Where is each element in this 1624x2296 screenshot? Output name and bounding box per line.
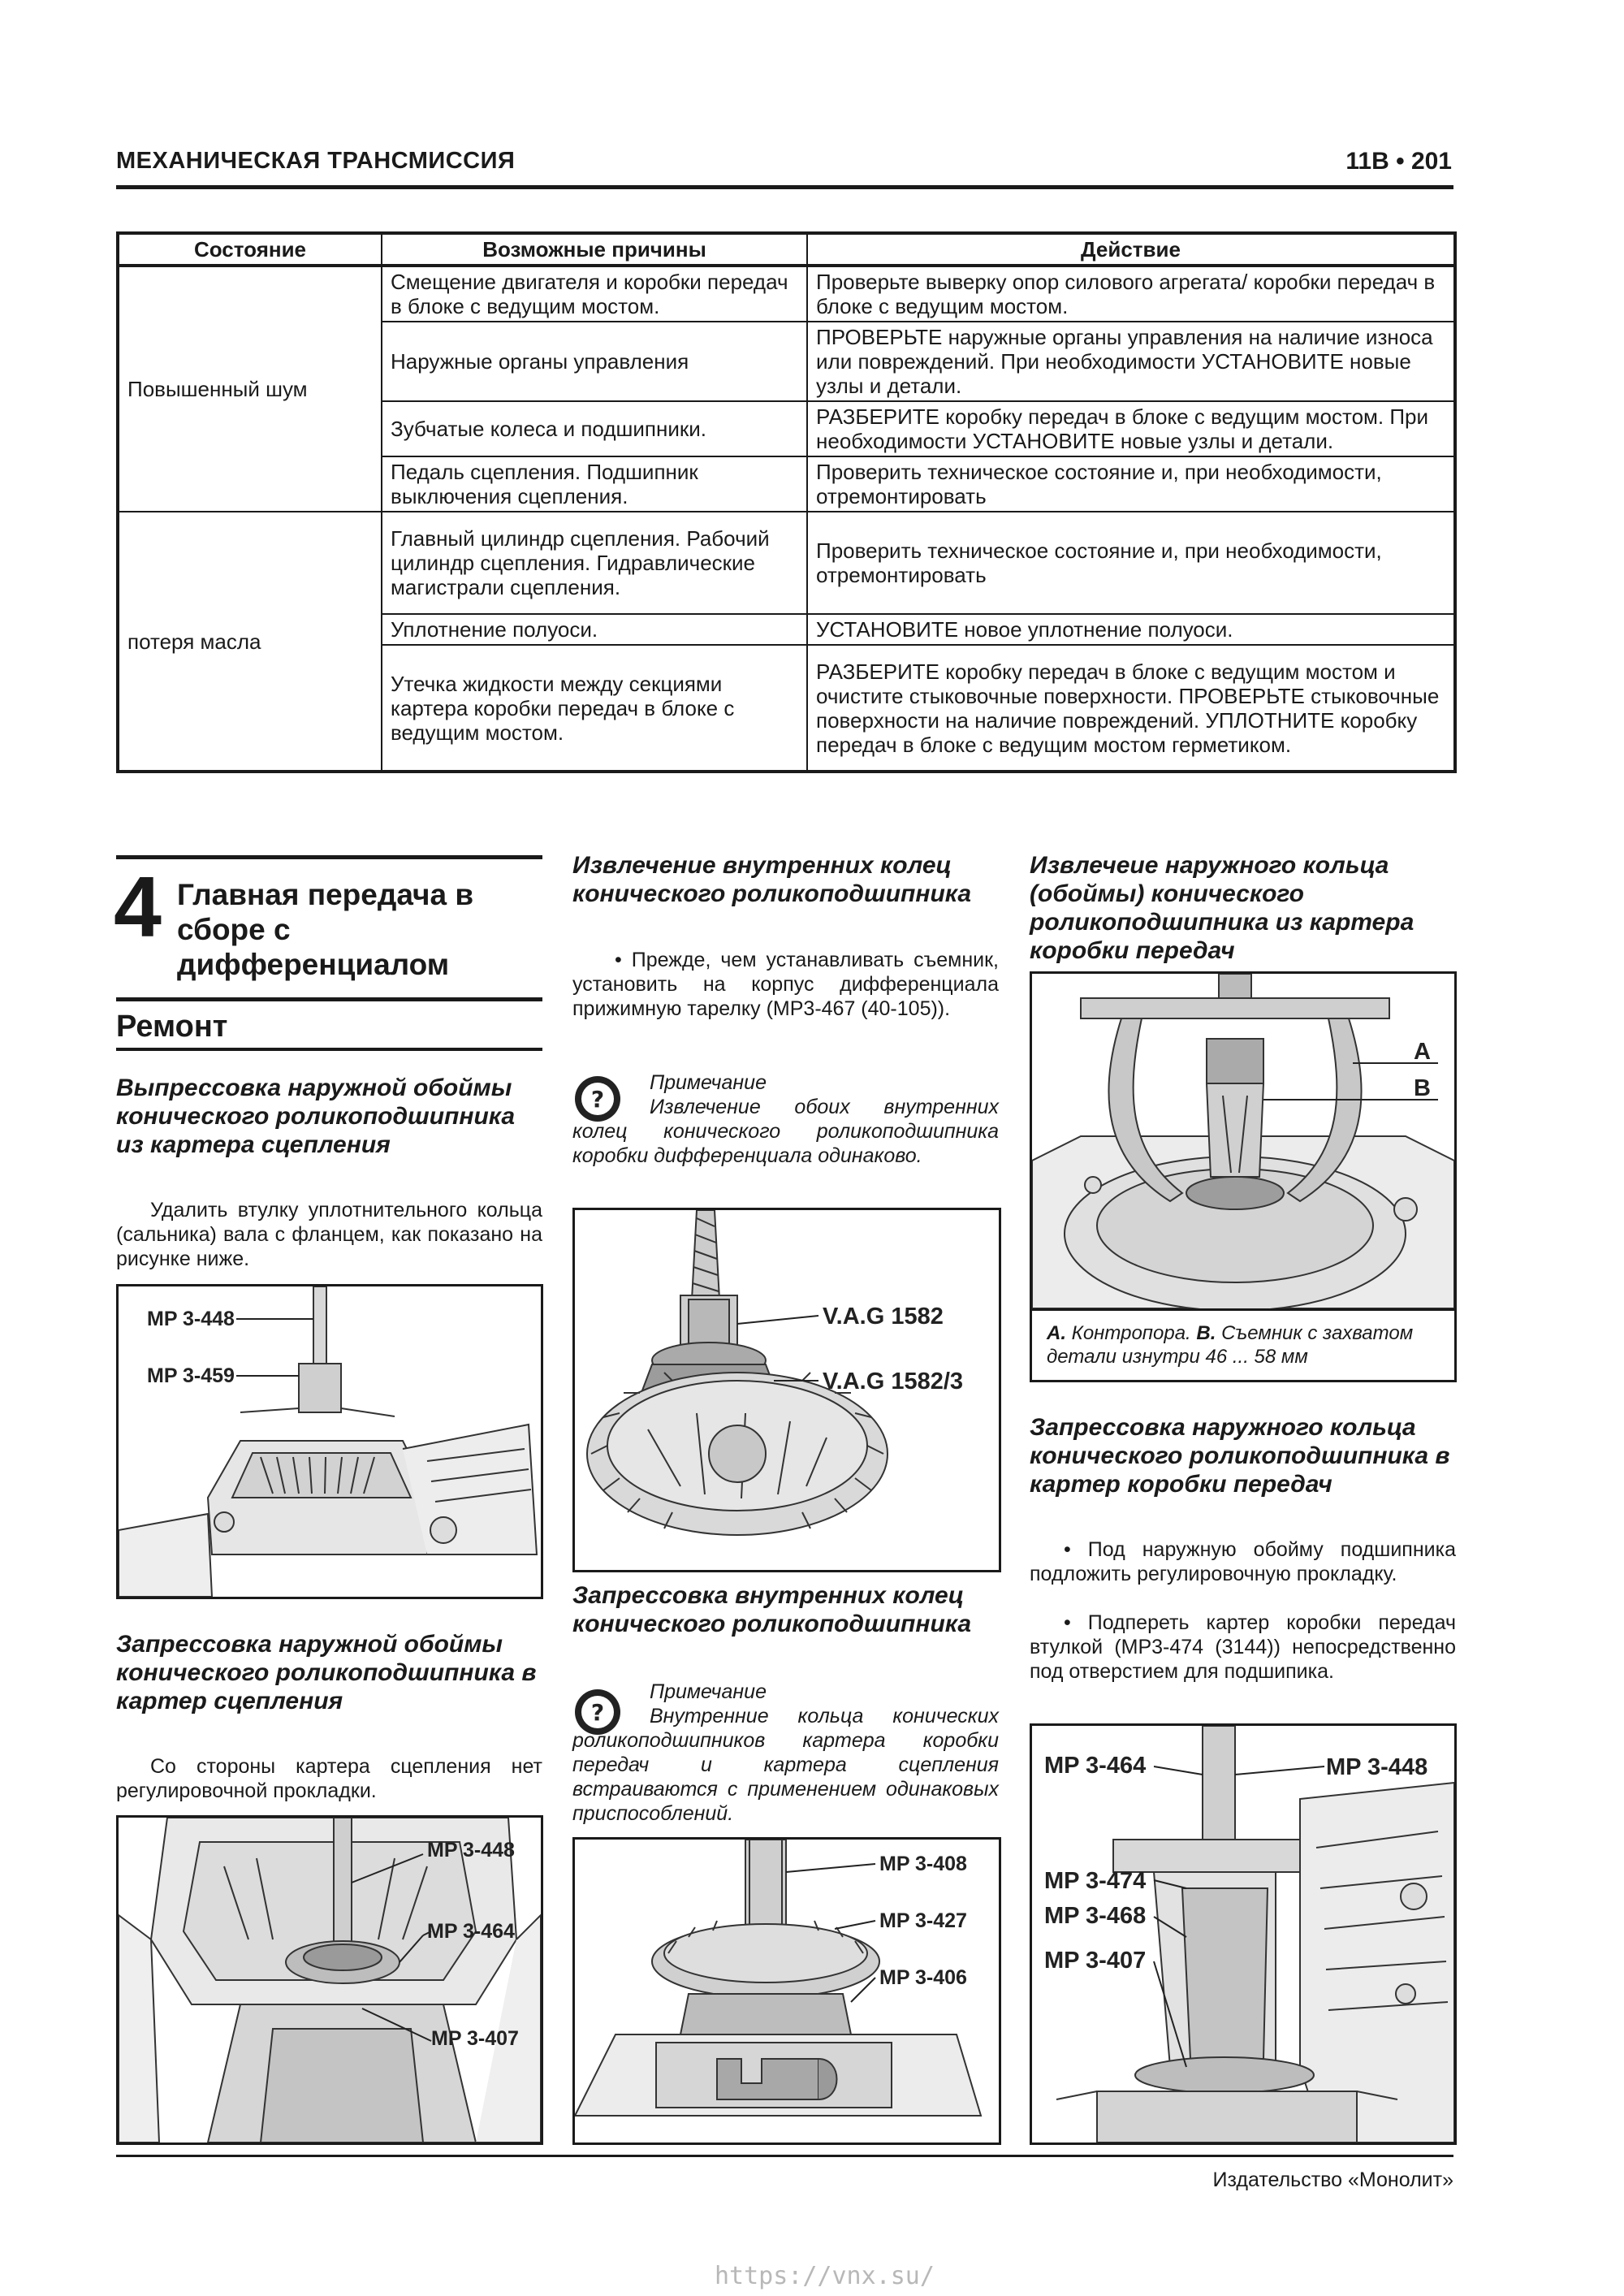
caption-key: В. bbox=[1196, 1322, 1216, 1344]
note-text: Внутренние кольца конических роликоподшипников картера коробки передач и картера сцепления встраиваются с применением одинаковых приспособлений. bbox=[572, 1705, 999, 1825]
figure-label: MP 3-407 bbox=[1044, 1948, 1147, 1974]
paragraph: Удалить втулку уплотнительного кольца (сальника) вала с фланцем, как показано на рисунке ниже. bbox=[116, 1199, 542, 1270]
footer-rule bbox=[116, 2155, 1453, 2157]
figure-caption bbox=[1047, 1321, 1445, 1369]
subsection-rule bbox=[116, 1048, 542, 1051]
heading-outer-race-removal-gearbox: Извлечеие наружного кольца (обоймы) конического роликоподшипника из картера коробки передач bbox=[1030, 852, 1415, 964]
figure-label: MP 3-448 bbox=[1326, 1754, 1428, 1780]
figure-label: MP 3-448 bbox=[147, 1308, 235, 1330]
section-rule bbox=[116, 997, 542, 1001]
section-rule bbox=[116, 855, 542, 859]
cause-cell: Главный цилиндр сцепления. Рабочий цилиндр сцепления. Гидравлические магистрали сцепления. bbox=[382, 512, 807, 614]
cause-cell: Смещение двигателя и коробки передач в блоке с ведущим мостом. bbox=[382, 266, 807, 322]
paragraph: • Подпереть картер коробки передач втулкой (МР3-474 (3144)) непосредственно под отверстием для подшипика. bbox=[1030, 1611, 1456, 1683]
figure-label: MP 3-459 bbox=[147, 1364, 235, 1387]
caption-text: Съемник с захватом детали изнутри 46 ... 58 мм bbox=[1047, 1322, 1414, 1368]
note-label: Примечание bbox=[650, 1680, 767, 1703]
figure-inner-race-removal bbox=[572, 1208, 1001, 1572]
table-header-row bbox=[118, 233, 1455, 266]
section-number: 4 bbox=[114, 859, 162, 955]
state-cell: потеря масла bbox=[118, 512, 382, 772]
svg-text:?: ? bbox=[590, 1086, 605, 1113]
action-cell: Проверьте выверку опор силового агрегата/ коробки передач в блоке с ведущим мостом. bbox=[807, 266, 1455, 322]
cause-cell: Утечка жидкости между секциями картера коробки передач в блоке с ведущим мостом. bbox=[382, 645, 807, 772]
action-cell: Проверить техническое состояние и, при необходимости, отремонтировать bbox=[807, 456, 1455, 512]
figure-label: V.A.G 1582 bbox=[823, 1304, 944, 1330]
column-header: Возможные причины bbox=[382, 233, 807, 266]
figure-inner-race-install bbox=[572, 1837, 1001, 2145]
paragraph: Со стороны картера сцепления нет регулировочной прокладки. bbox=[116, 1755, 542, 1802]
figure-label: B bbox=[1414, 1075, 1431, 1101]
caption-key: А. bbox=[1047, 1322, 1066, 1344]
heading-outer-race-removal-clutch: Выпрессовка наружной обоймы конического роликоподшипника из картера сцепления bbox=[116, 1074, 516, 1158]
heading-outer-race-install-clutch: Запрессовка наружной обоймы конического роликоподшипника в картер сцепления bbox=[116, 1631, 537, 1714]
action-cell: РАЗБЕРИТЕ коробку передач в блоке с ведущим мостом. При необходимости УСТАНОВИТЕ новые узлы и детали. bbox=[807, 401, 1455, 456]
figure-label: MP 3-464 bbox=[427, 1920, 515, 1943]
header-rule bbox=[116, 185, 1453, 189]
figure-label: MP 3-448 bbox=[427, 1839, 515, 1861]
running-header-title: МЕХАНИЧЕСКАЯ ТРАНСМИССИЯ bbox=[116, 148, 516, 174]
cause-cell: Наружные органы управления bbox=[382, 322, 807, 401]
figure-label: MP 3-406 bbox=[879, 1966, 967, 1989]
heading-inner-race-install: Запрессовка внутренних колец конического роликоподшипника bbox=[572, 1582, 972, 1637]
figure-label: MP 3-464 bbox=[1044, 1753, 1147, 1779]
cause-cell: Педаль сцепления. Подшипник выключения сцепления. bbox=[382, 456, 807, 512]
figure-label: MP 3-408 bbox=[879, 1853, 967, 1875]
action-cell: Проверить техническое состояние и, при необходимости, отремонтировать bbox=[807, 512, 1455, 614]
figure-outer-race-removal bbox=[116, 1284, 543, 1599]
figure-label: MP 3-407 bbox=[431, 2027, 519, 2050]
note-text: Извлечение обоих внутренних колец конического роликоподшипника коробки дифференциала одинаково. bbox=[572, 1096, 999, 1167]
heading-outer-race-install-gearbox: Запрессовка наружного кольца конического роликоподшипника в картер коробки передач bbox=[1030, 1414, 1450, 1498]
table-row bbox=[118, 266, 1455, 322]
figure-label: V.A.G 1582/3 bbox=[823, 1369, 964, 1394]
diagnostics-table bbox=[116, 231, 1457, 773]
note-label: Примечание bbox=[650, 1071, 767, 1094]
section-title: Главная передача в сборе с дифференциалом bbox=[177, 878, 474, 981]
column-header: Действие bbox=[807, 233, 1455, 266]
figure-outer-race-install-gearbox bbox=[1030, 1723, 1457, 2145]
figure-label: MP 3-468 bbox=[1044, 1903, 1147, 1929]
subsection-title: Ремонт bbox=[116, 1010, 228, 1044]
paragraph: • Под наружную обойму подшипника подложить регулировочную прокладку. bbox=[1030, 1538, 1456, 1585]
figure-label: A bbox=[1414, 1039, 1431, 1065]
publisher: Издательство «Монолит» bbox=[1212, 2168, 1453, 2191]
cause-cell: Зубчатые колеса и подшипники. bbox=[382, 401, 807, 456]
heading-inner-race-removal: Извлечение внутренних колец конического роликоподшипника bbox=[572, 852, 972, 907]
state-cell: Повышенный шум bbox=[118, 266, 382, 512]
action-cell: УСТАНОВИТЕ новое уплотнение полуоси. bbox=[807, 614, 1455, 645]
paragraph: • Прежде, чем устанавливать съемник, установить на корпус дифференциала прижимную тарелку (МР3-467 (40-105)). bbox=[572, 949, 999, 1020]
column-header: Состояние bbox=[118, 233, 382, 266]
figure-label: MP 3-474 bbox=[1044, 1868, 1147, 1894]
cause-cell: Уплотнение полуоси. bbox=[382, 614, 807, 645]
figure-outer-race-install-clutch bbox=[116, 1815, 543, 2145]
table-row bbox=[118, 512, 1455, 614]
caption-text: Контропора. bbox=[1071, 1322, 1191, 1344]
page-number: 11В • 201 bbox=[1345, 148, 1452, 175]
figure-label: MP 3-427 bbox=[879, 1909, 967, 1932]
svg-text:?: ? bbox=[590, 1699, 605, 1726]
action-cell: ПРОВЕРЬТЕ наружные органы управления на наличие износа или повреждений. При необходимости УСТАНОВИТЕ новые узлы и детали. bbox=[807, 322, 1455, 401]
watermark-link[interactable]: https://vnx.su/ bbox=[715, 2262, 935, 2290]
action-cell: РАЗБЕРИТЕ коробку передач в блоке с ведущим мостом и очистите стыковочные поверхности. ПРОВЕРЬТЕ стыковочные поверхности на наличие повреждений. УПЛОТНИТЕ коробку передач в блоке с ведущим мостом герметиком. bbox=[807, 645, 1455, 772]
figure-outer-race-removal-gearbox bbox=[1030, 971, 1457, 1382]
